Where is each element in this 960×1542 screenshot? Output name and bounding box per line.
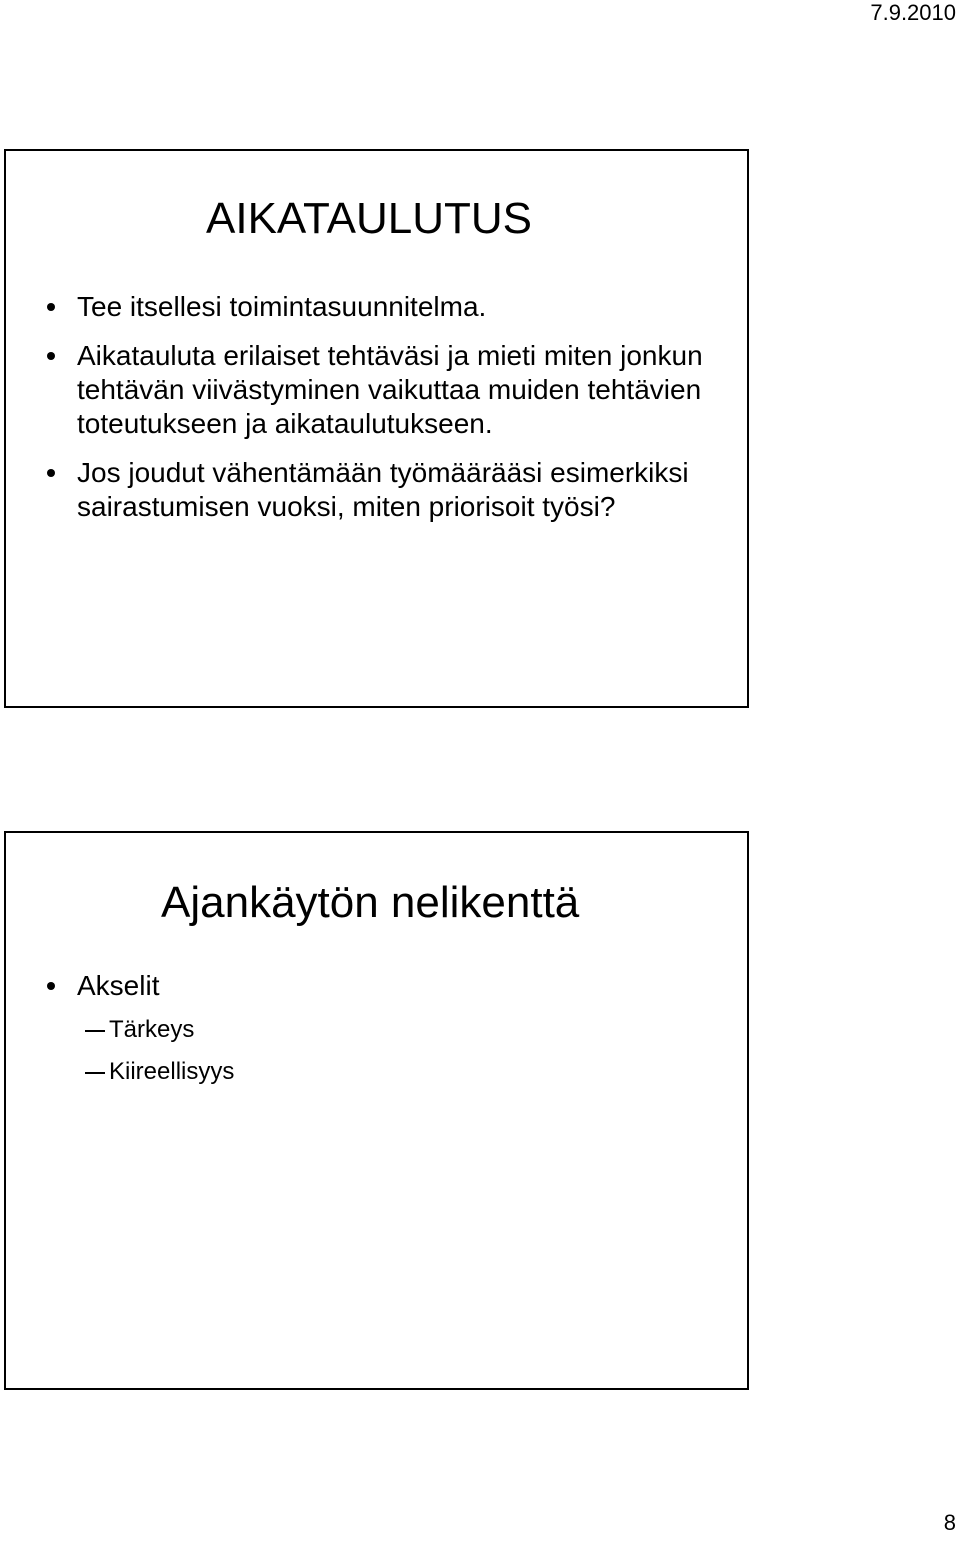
bullet-text: Akselit xyxy=(77,970,160,1001)
dash-icon xyxy=(85,1030,105,1032)
slide-title: AIKATAULUTUS xyxy=(206,194,532,243)
sub-bullet-text: Tärkeys xyxy=(109,1016,195,1043)
bullet-text: Aikatauluta erilaiset tehtäväsi ja mieti miten jonkun tehtävän viivästyminen vaikuttaa muiden tehtävien toteutukseen ja aikataulutukseen. xyxy=(77,340,703,439)
bullet-item xyxy=(6,290,706,324)
page-date: 7.9.2010 xyxy=(870,0,956,25)
sub-bullet-item xyxy=(77,1051,706,1093)
bullet-list xyxy=(6,290,706,524)
bullet-text: Tee itsellesi toimintasuunnitelma. xyxy=(77,291,487,322)
sub-bullet-text: Kiireellisyys xyxy=(109,1058,235,1085)
bullet-icon xyxy=(47,982,55,990)
bullet-icon xyxy=(47,303,55,311)
sub-bullet-list xyxy=(77,1009,706,1093)
bullet-icon xyxy=(47,469,55,477)
bullet-icon xyxy=(47,352,55,360)
dash-icon xyxy=(85,1072,105,1074)
page-number: 8 xyxy=(943,1510,956,1535)
bullet-item xyxy=(6,969,706,1093)
bullet-item xyxy=(6,456,706,524)
bullet-text: Jos joudut vähentämään työmäärääsi esimerkiksi sairastumisen vuoksi, miten priorisoit työsi? xyxy=(77,457,689,522)
bullet-item xyxy=(6,339,706,441)
sub-bullet-item xyxy=(77,1009,706,1051)
slide-title: Ajankäytön nelikenttä xyxy=(161,878,580,927)
bullet-list xyxy=(6,969,706,1093)
slide-aikataulutus xyxy=(4,149,749,708)
slide-ajankaytto xyxy=(4,831,749,1390)
